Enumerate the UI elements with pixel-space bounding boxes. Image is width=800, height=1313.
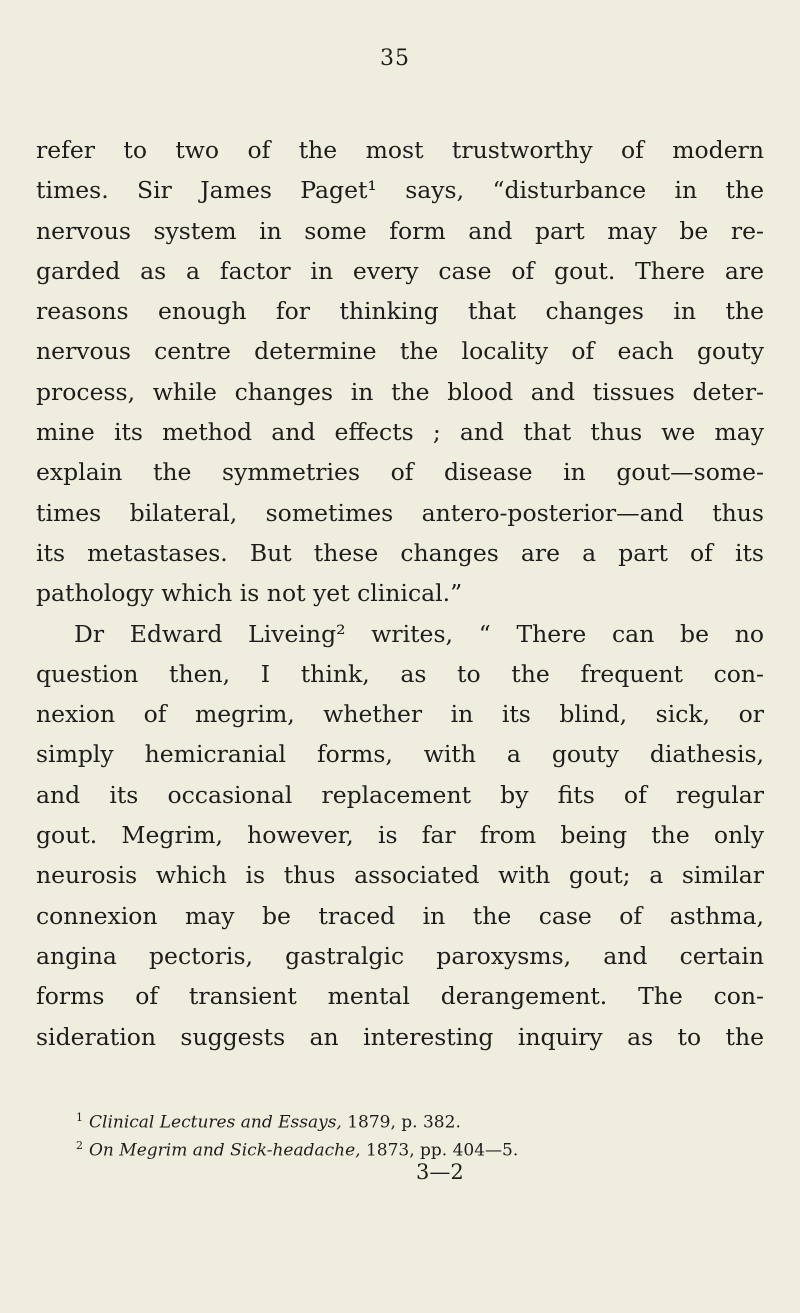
text-line: mine its method and effects ; and that thus we may — [36, 418, 764, 447]
footnote-citation: 1879, p. 382. — [341, 1112, 461, 1133]
footnote-citation: 1873, pp. 404—5. — [360, 1140, 519, 1161]
text-line: question then, I think, as to the frequent con- — [36, 659, 764, 688]
text-line: nervous system in some form and part may be re- — [36, 216, 764, 245]
text-line: nervous centre determine the locality of each gouty — [36, 337, 764, 366]
footnote-title: Clinical Lectures and Essays, — [89, 1112, 342, 1133]
body-text — [36, 130, 764, 1057]
text-line: refer to two of the most trustworthy of modern — [36, 136, 764, 164]
footnote — [76, 1132, 776, 1160]
footnote — [76, 1104, 776, 1132]
text-line: nexion of megrim, whether in its blind, sick, or — [36, 700, 764, 729]
text-line: simply hemicranial forms, with a gouty diathesis, — [36, 740, 764, 769]
text-line: times bilateral, sometimes antero-posterior—and thus — [36, 498, 764, 527]
text-line: its metastases. But these changes are a part of its — [36, 538, 764, 567]
text-line: neurosis which is thus associated with gout; a similar — [36, 861, 764, 890]
signature-mark: 3—2 — [416, 1160, 464, 1184]
text-line: reasons enough for thinking that changes in the — [36, 297, 764, 326]
text-line: garded as a factor in every case of gout. There are — [36, 256, 764, 285]
text-line: and its occasional replacement by fits of regular — [36, 780, 764, 809]
text-line: Dr Edward Liveing² writes, “ There can be no — [74, 619, 764, 648]
footnote-mark: 1 — [76, 1111, 83, 1124]
text-line: sideration suggests an interesting inquiry as to the — [36, 1022, 764, 1051]
text-line: forms of transient mental derangement. The con- — [36, 982, 764, 1011]
page-number: 35 — [380, 46, 410, 71]
text-line: times. Sir James Paget¹ says, “disturbance in the — [36, 176, 764, 205]
text-line: explain the symmetries of disease in gout—some- — [36, 458, 764, 487]
footnote-mark: 2 — [76, 1139, 83, 1152]
text-line: connexion may be traced in the case of asthma, — [36, 901, 764, 930]
footnote-title: On Megrim and Sick-headache, — [89, 1140, 361, 1161]
text-line: process, while changes in the blood and tissues deter- — [36, 377, 764, 406]
text-line: pathology which is not yet clinical.” — [36, 579, 463, 608]
footnotes — [76, 1104, 776, 1160]
text-line: gout. Megrim, however, is far from being the only — [36, 821, 764, 850]
text-line: angina pectoris, gastralgic paroxysms, and certain — [36, 941, 764, 970]
